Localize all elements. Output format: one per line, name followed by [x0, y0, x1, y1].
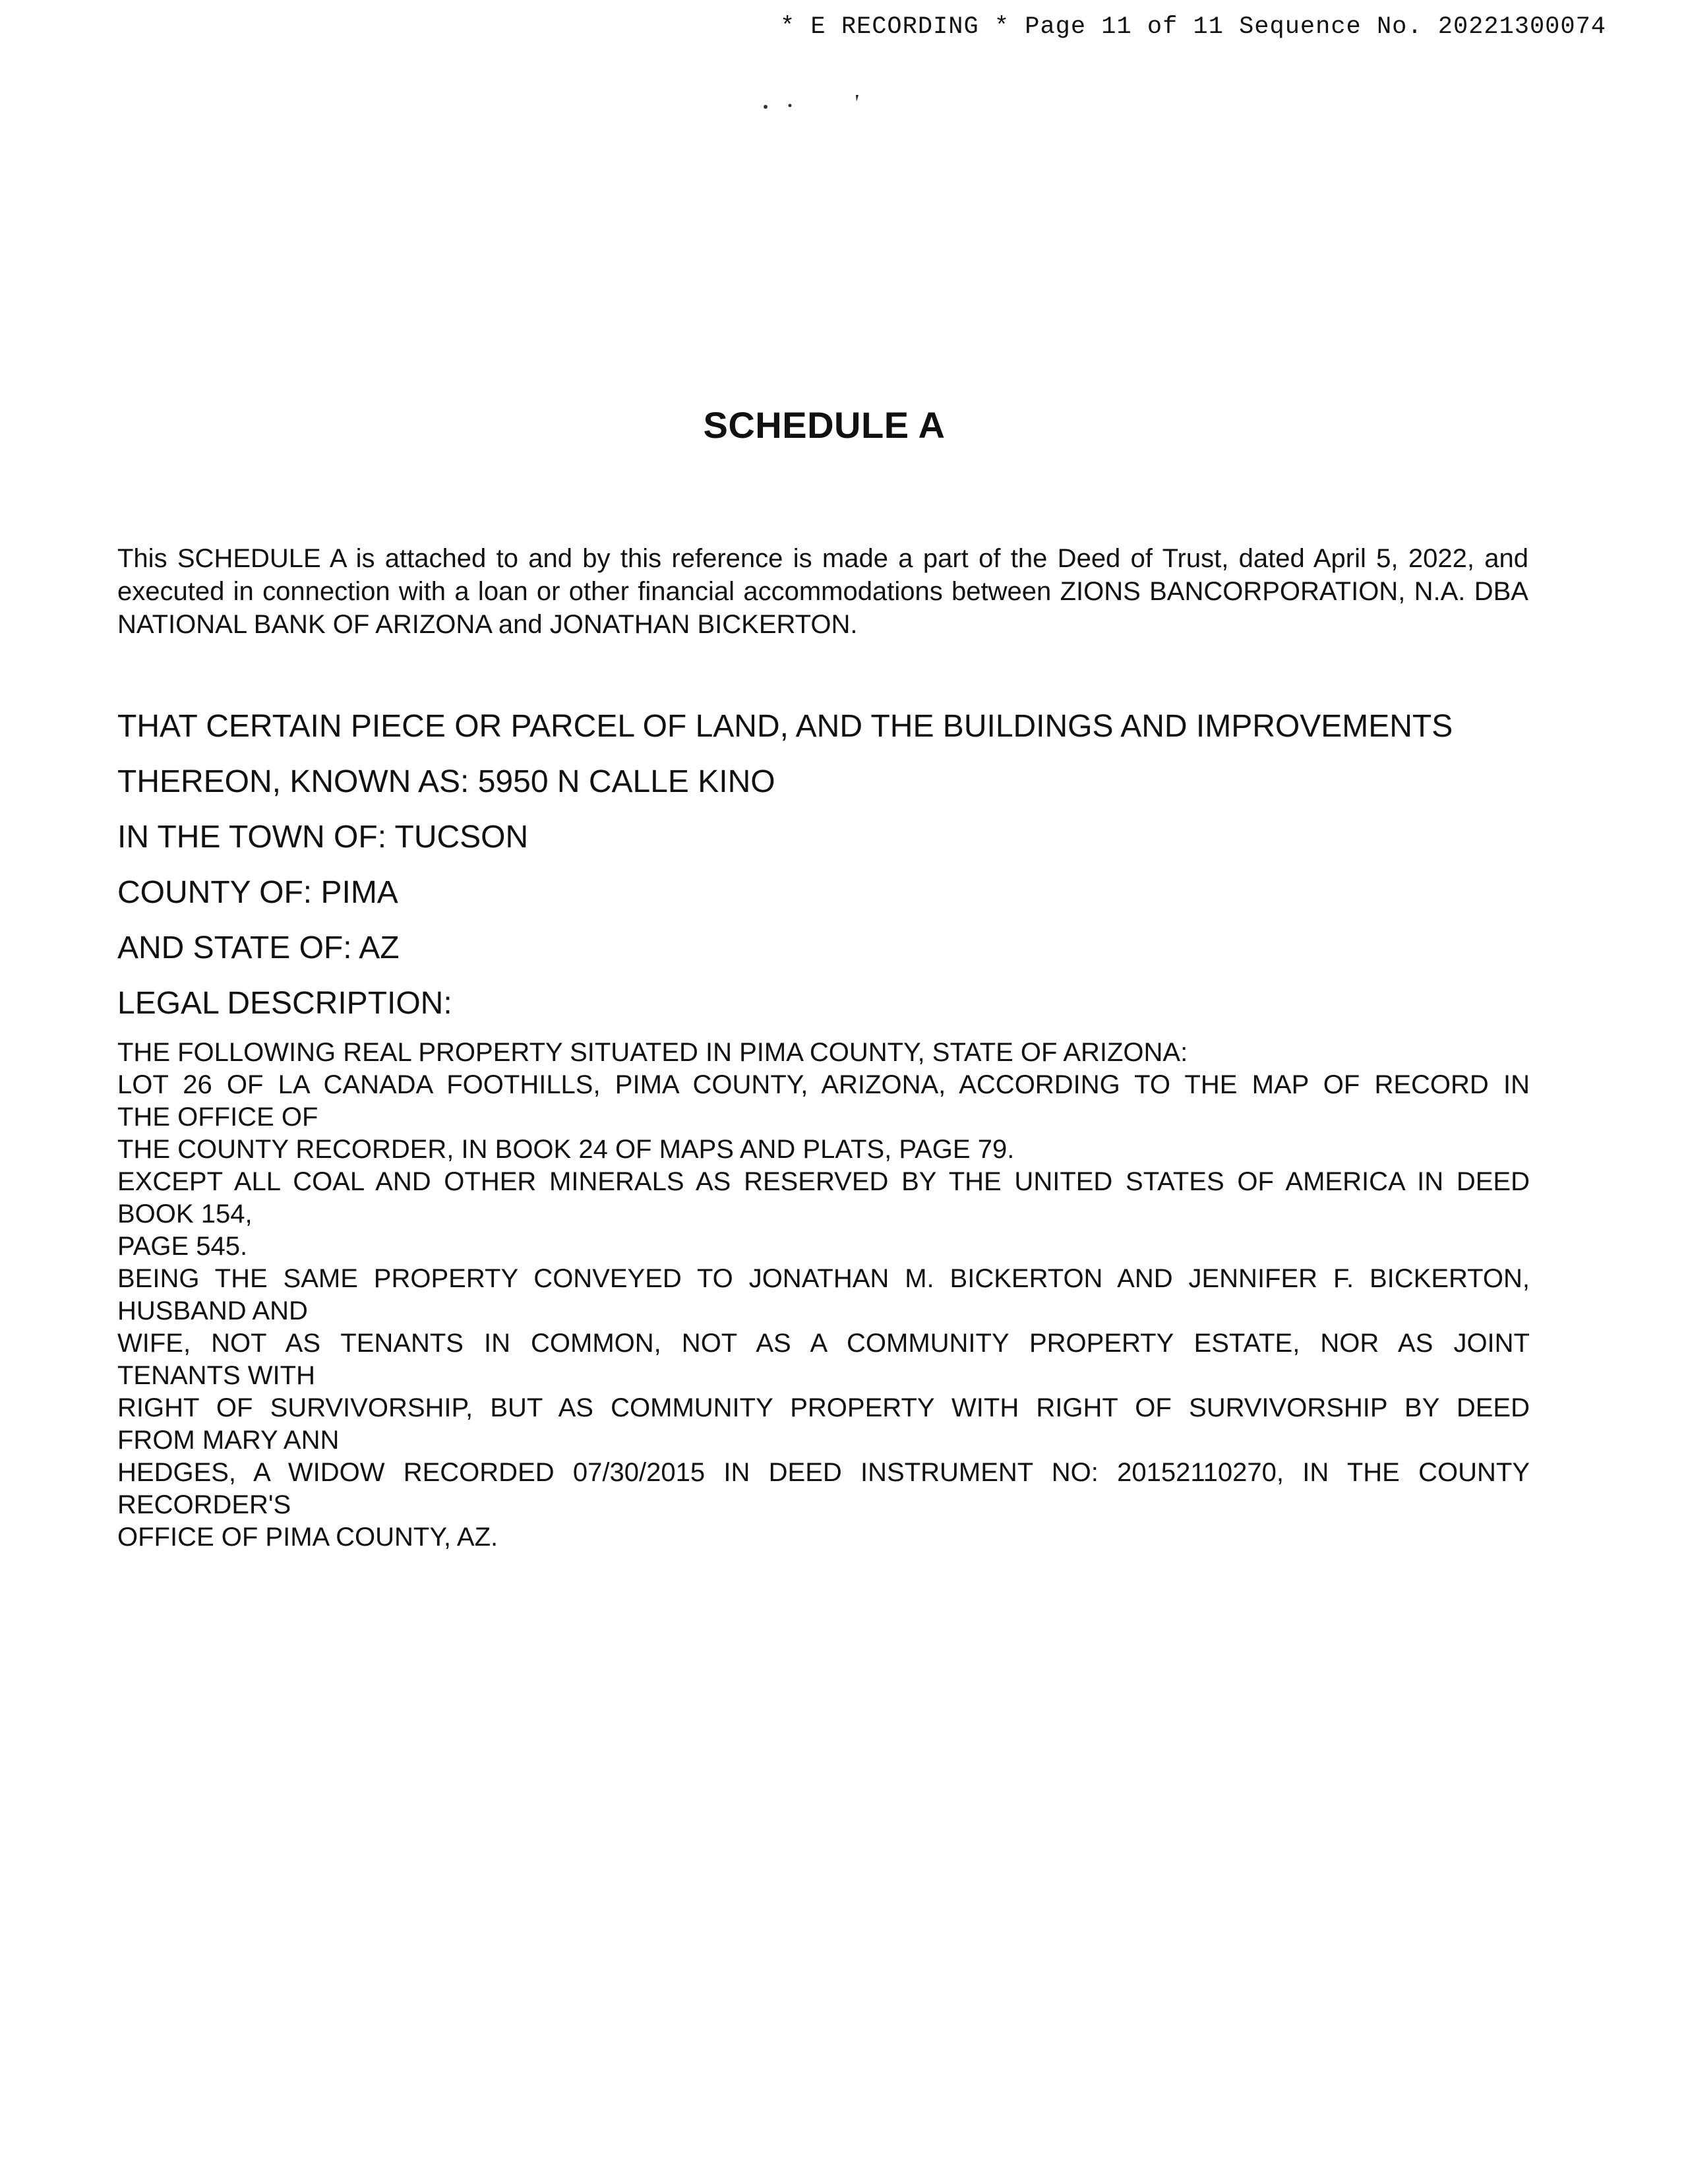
legal-description-heading: LEGAL DESCRIPTION: — [117, 986, 452, 1021]
property-line-2: THEREON, KNOWN AS: 5950 N CALLE KINO — [117, 764, 775, 799]
schedule-title: SCHEDULE A — [703, 404, 946, 446]
legal-line: THE COUNTY RECORDER, IN BOOK 24 OF MAPS AND PLATS, PAGE 79. — [117, 1135, 1015, 1164]
scan-speck — [789, 104, 792, 107]
legal-line: WIFE, NOT AS TENANTS IN COMMON, NOT AS A COMMUNITY PROPERTY ESTATE, NOR AS JOINT — [117, 1329, 1530, 1358]
legal-line: HEDGES, A WIDOW RECORDED 07/30/2015 IN DEED INSTRUMENT NO: 20152110270, IN THE COUNTY — [117, 1458, 1530, 1487]
legal-line: LOT 26 OF LA CANADA FOOTHILLS, PIMA COUNTY, ARIZONA, ACCORDING TO THE MAP OF RECORD IN — [117, 1070, 1530, 1099]
legal-line: OFFICE OF PIMA COUNTY, AZ. — [117, 1523, 498, 1552]
scan-specks — [758, 91, 864, 117]
legal-line: RECORDER'S — [117, 1490, 291, 1519]
legal-line: EXCEPT ALL COAL AND OTHER MINERALS AS RESERVED BY THE UNITED STATES OF AMERICA IN DEED — [117, 1167, 1530, 1196]
legal-line: TENANTS WITH — [117, 1361, 315, 1390]
intro-paragraph: This SCHEDULE A is attached to and by this reference is made a part of the Deed of Trust, dated April 5, 2022, and executed in connection with a loan or other financial accommodations between ZIONS BANCORPORATION, N.A. DBA NATIONAL BANK OF ARIZONA and JONATHAN BICKERTON. — [117, 544, 1528, 639]
recording-header: * E RECORDING * Page 11 of 11 Sequence No. 20221300074 — [780, 13, 1606, 41]
legal-line: PAGE 545. — [117, 1232, 248, 1261]
property-state: AND STATE OF: AZ — [117, 930, 400, 965]
legal-line: FROM MARY ANN — [117, 1426, 340, 1455]
property-details — [117, 699, 1542, 1031]
legal-line: RIGHT OF SURVIVORSHIP, BUT AS COMMUNITY PROPERTY WITH RIGHT OF SURVIVORSHIP BY DEED — [117, 1393, 1530, 1422]
legal-line: THE FOLLOWING REAL PROPERTY SITUATED IN PIMA COUNTY, STATE OF ARIZONA: — [117, 1038, 1188, 1067]
scan-speck — [764, 105, 768, 109]
legal-description-body — [117, 1037, 1530, 1554]
property-county: COUNTY OF: PIMA — [117, 875, 398, 910]
legal-line: HUSBAND AND — [117, 1296, 308, 1325]
property-line-1: THAT CERTAIN PIECE OR PARCEL OF LAND, AND THE BUILDINGS AND IMPROVEMENTS — [117, 709, 1453, 744]
legal-line: THE OFFICE OF — [117, 1103, 318, 1132]
legal-line: BEING THE SAME PROPERTY CONVEYED TO JONATHAN M. BICKERTON AND JENNIFER F. BICKERTON, — [117, 1264, 1530, 1293]
scan-speck — [856, 95, 859, 102]
property-town: IN THE TOWN OF: TUCSON — [117, 820, 529, 855]
legal-line: BOOK 154, — [117, 1199, 253, 1228]
